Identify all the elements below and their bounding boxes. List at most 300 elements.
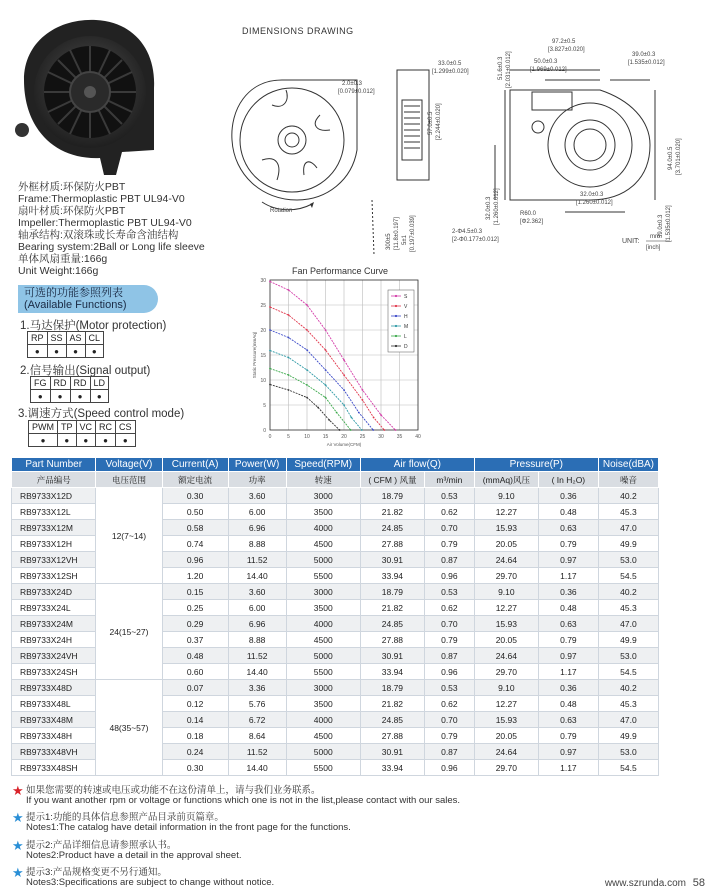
front-dim-d-inch: [11.8±0.197] [394, 217, 400, 250]
table-cell: 20.05 [474, 728, 538, 744]
table-cell: 0.97 [538, 648, 598, 664]
table-cell: 14.40 [228, 664, 286, 680]
dot-icon: ● [85, 345, 104, 358]
table-cell: 40.2 [598, 488, 658, 504]
dot-icon: ● [47, 345, 66, 358]
data-point [288, 374, 290, 376]
table-cell: 47.0 [598, 712, 658, 728]
data-point [269, 281, 271, 283]
motor-protection-title: 1.马达保护(Motor protection) [20, 320, 167, 332]
table-cell: 45.3 [598, 600, 658, 616]
dot-icon: ● [70, 390, 90, 403]
front-view-drawing [222, 40, 482, 265]
data-point [325, 384, 327, 386]
table-cell: 6.72 [228, 712, 286, 728]
functions-header [18, 285, 158, 313]
table-cell: 1.17 [538, 568, 598, 584]
table-cell: 3500 [286, 696, 360, 712]
note-1 [12, 810, 351, 833]
side-dim-h4-inch: [1.535±0.012] [666, 205, 672, 242]
table-cell: 0.74 [162, 536, 228, 552]
table-subheader-row [12, 472, 659, 488]
y-tick-label: 20 [260, 328, 266, 334]
col-header: Speed(RPM) [286, 458, 360, 472]
table-cell: 6.00 [228, 504, 286, 520]
table-cell: RB9733X24D [12, 584, 96, 600]
side-dim-w2: 50.0±0.3 [534, 59, 558, 65]
table-cell: 0.30 [162, 760, 228, 776]
col-header: Part Number [12, 458, 96, 472]
table-cell: 0.79 [538, 632, 598, 648]
option-label: RD [70, 377, 90, 390]
col-header: Current(A) [162, 458, 228, 472]
table-cell: 0.50 [162, 504, 228, 520]
performance-chart [248, 276, 428, 452]
table-cell: 53.0 [598, 552, 658, 568]
data-point [306, 349, 308, 351]
side-dim-h3: 32.0±0.3 [486, 196, 492, 220]
data-point [306, 397, 308, 399]
option-label: RP [28, 332, 48, 345]
x-tick-label: 20 [341, 434, 347, 440]
table-cell: 0.63 [538, 616, 598, 632]
side-dim-b1-inch: [1.260±0.012] [576, 200, 613, 206]
table-cell: RB9733X24VH [12, 648, 96, 664]
data-point [395, 429, 397, 431]
table-cell: 6.96 [228, 520, 286, 536]
table-cell: 0.53 [424, 680, 474, 696]
red-star-icon: ★ [12, 783, 24, 798]
col-header: Noise(dBA) [598, 458, 658, 472]
table-cell: 54.5 [598, 568, 658, 584]
sub-header: 转速 [286, 472, 360, 488]
table-cell: 0.96 [162, 552, 228, 568]
table-cell: RB9733X48M [12, 712, 96, 728]
speed-control-table [28, 420, 136, 447]
data-point [288, 357, 290, 359]
data-point [343, 389, 345, 391]
option-label: RC [96, 421, 116, 434]
table-cell: 20.05 [474, 632, 538, 648]
table-cell: 0.79 [538, 536, 598, 552]
table-cell: 54.5 [598, 760, 658, 776]
table-cell: 53.0 [598, 744, 658, 760]
x-tick-label: 0 [268, 434, 272, 440]
table-cell: 0.24 [162, 744, 228, 760]
blue-star-icon: ★ [12, 810, 24, 825]
table-cell: 40.2 [598, 584, 658, 600]
y-axis-label: Static Pressure(mmAq) [252, 331, 257, 379]
table-cell: 0.87 [424, 552, 474, 568]
table-cell: 3500 [286, 504, 360, 520]
option-label: FG [31, 377, 51, 390]
chart-title: Fan Performance Curve [292, 266, 389, 276]
table-cell: 0.30 [162, 488, 228, 504]
table-cell: RB9733X48H [12, 728, 96, 744]
signal-output-table [30, 376, 109, 403]
data-point [288, 314, 290, 316]
front-dim-b-inch: [1.299±0.020] [432, 69, 469, 75]
data-point [362, 389, 364, 391]
spec-line: Bearing system:2Ball or Long life sleeve [18, 241, 205, 253]
table-cell: RB9733X12VH [12, 552, 96, 568]
dimensions-title: DIMENSIONS DRAWING [242, 26, 354, 36]
col-header: Power(W) [228, 458, 286, 472]
sub-header: 产品编号 [12, 472, 96, 488]
legend-marker [395, 335, 397, 337]
table-cell: 18.79 [360, 488, 424, 504]
table-cell: 0.62 [424, 696, 474, 712]
side-dim-hole-inch: [2-Φ0.177±0.012] [452, 237, 499, 243]
legend-label: M [404, 324, 409, 330]
table-cell: 27.88 [360, 632, 424, 648]
table-cell: 12.27 [474, 600, 538, 616]
table-cell: RB9733X48D [12, 680, 96, 696]
table-cell: 5000 [286, 744, 360, 760]
x-axis-label: Air Volume(CFM) [326, 442, 362, 447]
table-cell: 4000 [286, 712, 360, 728]
table-cell: 0.12 [162, 696, 228, 712]
data-point [343, 404, 345, 406]
x-tick-label: 40 [415, 434, 421, 440]
table-cell: 9.10 [474, 680, 538, 696]
side-dim-h2: 94.0±0.5 [668, 146, 674, 170]
side-dim-h1-inch: [2.031±0.012] [506, 51, 512, 88]
data-point [269, 384, 271, 386]
signal-output-title: 2.信号输出(Signal output) [20, 365, 151, 377]
note-en: Notes3:Specifications are subject to change without notice. [26, 877, 275, 888]
spec-table [11, 457, 659, 776]
side-dim-w3-inch: [1.535±0.012] [628, 60, 665, 66]
data-point [362, 399, 364, 401]
table-cell: 9.10 [474, 584, 538, 600]
table-cell: 0.18 [162, 728, 228, 744]
table-cell: 0.14 [162, 712, 228, 728]
unit-mm: mm [650, 234, 660, 240]
data-point [325, 329, 327, 331]
table-cell: 4500 [286, 632, 360, 648]
side-dim-w3: 39.0±0.3 [632, 52, 656, 58]
table-cell: 0.37 [162, 632, 228, 648]
option-label: VC [76, 421, 96, 434]
data-point [306, 329, 308, 331]
table-header-row [12, 458, 659, 472]
functions-header-en: (Available Functions) [24, 299, 127, 311]
side-dim-h1: 51.6±0.3 [498, 56, 504, 80]
y-tick-label: 30 [260, 278, 266, 284]
table-cell: 0.79 [424, 632, 474, 648]
table-cell: 0.48 [538, 504, 598, 520]
data-point [328, 419, 330, 421]
table-cell: 0.96 [424, 664, 474, 680]
table-cell: 1.20 [162, 568, 228, 584]
data-point [339, 429, 341, 431]
data-point [372, 429, 374, 431]
table-cell: 30.91 [360, 744, 424, 760]
table-cell: 4500 [286, 728, 360, 744]
note-cn: 提示2:产品详细信息请参照承认书。 [26, 840, 177, 851]
sub-header: m³/min [424, 472, 474, 488]
note-cn: 如果您需要的转速或电压或功能不在这份清单上，请与我们业务联系。 [26, 785, 321, 796]
data-point [269, 329, 271, 331]
dot-icon: ● [76, 434, 96, 447]
x-tick-label: 35 [396, 434, 403, 440]
table-cell: RB9733X48VH [12, 744, 96, 760]
table-cell: 47.0 [598, 616, 658, 632]
option-label: SS [47, 332, 66, 345]
table-cell: 0.70 [424, 520, 474, 536]
front-dim-c-inch: [2.244±0.020] [436, 103, 442, 140]
option-label: LD [90, 377, 109, 390]
data-point [383, 429, 385, 431]
table-cell: 0.79 [538, 728, 598, 744]
dot-icon: ● [58, 434, 77, 447]
blue-star-icon: ★ [12, 838, 24, 853]
table-cell: 0.79 [424, 728, 474, 744]
table-cell: 12.27 [474, 504, 538, 520]
legend-marker [395, 345, 397, 347]
table-cell: 0.63 [538, 712, 598, 728]
table-cell: 0.70 [424, 712, 474, 728]
table-cell: 0.63 [538, 520, 598, 536]
data-point [269, 368, 271, 370]
data-point [325, 397, 327, 399]
table-cell: 0.96 [424, 568, 474, 584]
table-cell: 53.0 [598, 648, 658, 664]
table-cell: 49.9 [598, 728, 658, 744]
x-tick-label: 30 [378, 434, 384, 440]
table-cell: 0.48 [162, 648, 228, 664]
table-cell: 24.64 [474, 552, 538, 568]
table-cell: 4000 [286, 616, 360, 632]
table-cell: 15.93 [474, 712, 538, 728]
table-cell: RB9733X24SH [12, 664, 96, 680]
note-cn: 提示1:功能的具体信息参照产品目录前页篇章。 [26, 812, 224, 823]
sub-header: 额定电流 [162, 472, 228, 488]
note-3 [12, 865, 275, 888]
side-dim-w1: 97.2±0.5 [552, 39, 576, 45]
side-dim-b1: 32.0±0.3 [580, 192, 604, 198]
table-cell: 1.17 [538, 664, 598, 680]
note-en: If you want another rpm or voltage or functions which one is not in the list,please contact with our sales. [26, 795, 461, 806]
table-cell: 49.9 [598, 536, 658, 552]
table-cell: RB9733X24H [12, 632, 96, 648]
legend-marker [395, 325, 397, 327]
front-dim-a: 2.0±0.3 [342, 81, 362, 87]
data-point [343, 374, 345, 376]
data-point [288, 389, 290, 391]
note-en: Notes2:Product have a detail in the approval sheet. [26, 850, 242, 861]
table-cell: 15.93 [474, 616, 538, 632]
table-cell: 5000 [286, 648, 360, 664]
dot-icon: ● [90, 390, 109, 403]
table-row [12, 680, 659, 696]
sub-header: ( In H₂O) [538, 472, 598, 488]
sub-header: 功率 [228, 472, 286, 488]
table-cell: 6.96 [228, 616, 286, 632]
table-cell: 0.53 [424, 488, 474, 504]
sub-header: (mmAq)风压 [474, 472, 538, 488]
table-cell: 18.79 [360, 584, 424, 600]
table-cell: 5500 [286, 664, 360, 680]
table-cell: 4500 [286, 536, 360, 552]
x-tick-label: 25 [359, 434, 366, 440]
table-cell: 49.9 [598, 632, 658, 648]
table-cell: 33.94 [360, 760, 424, 776]
front-dim-e-inch: [0.197±0.039] [410, 215, 416, 252]
footer-url[interactable]: www.szrunda.com [604, 878, 686, 889]
table-cell: 3500 [286, 600, 360, 616]
table-cell: 0.48 [538, 696, 598, 712]
dot-icon: ● [28, 345, 48, 358]
data-point [306, 384, 308, 386]
spec-line: Impeller:Thermoplastic PBT UL94-V0 [18, 217, 192, 229]
table-cell: 30.91 [360, 552, 424, 568]
legend-label: D [404, 344, 408, 350]
table-cell: RB9733X12D [12, 488, 96, 504]
table-row [12, 584, 659, 600]
side-dim-w1-inch: [3.827±0.020] [548, 47, 585, 53]
table-cell: RB9733X48L [12, 696, 96, 712]
x-tick-label: 10 [304, 434, 310, 440]
col-header: Air flow(Q) [360, 458, 474, 472]
series-line [270, 307, 384, 430]
spec-line: Unit Weight:166g [18, 265, 99, 277]
table-cell: 0.53 [424, 584, 474, 600]
table-cell: 24.85 [360, 616, 424, 632]
sub-header: ( CFM ) 风量 [360, 472, 424, 488]
table-cell: 0.97 [538, 744, 598, 760]
table-cell: 8.88 [228, 536, 286, 552]
table-cell: 24.64 [474, 744, 538, 760]
data-point [306, 369, 308, 371]
table-cell: 30.91 [360, 648, 424, 664]
table-cell: 45.3 [598, 696, 658, 712]
y-tick-label: 10 [260, 378, 266, 384]
table-cell: 24.64 [474, 648, 538, 664]
table-cell: 3.60 [228, 488, 286, 504]
table-cell: 3000 [286, 488, 360, 504]
data-point [325, 349, 327, 351]
table-cell: 20.05 [474, 536, 538, 552]
option-label: PWM [29, 421, 58, 434]
legend-label: L [404, 334, 407, 340]
table-cell: 5500 [286, 760, 360, 776]
table-cell: 3.36 [228, 680, 286, 696]
data-point [351, 417, 353, 419]
data-point [336, 412, 338, 414]
table-cell: 18.79 [360, 680, 424, 696]
spec-line: Frame:Thermoplastic PBT UL94-V0 [18, 193, 185, 205]
option-label: TP [58, 421, 77, 434]
data-point [306, 304, 308, 306]
note-en: Notes1:The catalog have detail information in the front page for the functions. [26, 822, 351, 833]
table-cell: 0.60 [162, 664, 228, 680]
table-cell: 0.58 [162, 520, 228, 536]
table-cell: RB9733X24M [12, 616, 96, 632]
table-cell: 0.07 [162, 680, 228, 696]
dot-icon: ● [31, 390, 51, 403]
data-point [358, 412, 360, 414]
table-cell: 3000 [286, 584, 360, 600]
note-contact [12, 783, 461, 806]
table-cell: 3.60 [228, 584, 286, 600]
side-dim-h4: 39.0±0.3 [658, 214, 664, 238]
side-dim-w2-inch: [1.969±0.012] [530, 67, 567, 73]
spec-line: 外框材质:环保防火PBT [18, 181, 126, 193]
table-cell: 11.52 [228, 744, 286, 760]
table-cell: 24.85 [360, 712, 424, 728]
table-cell: 5000 [286, 552, 360, 568]
data-point [380, 414, 382, 416]
y-tick-label: 0 [263, 428, 266, 434]
table-cell: RB9733X24L [12, 600, 96, 616]
series-line [270, 385, 340, 431]
voltage-cell: 48(35~57) [96, 680, 162, 776]
table-cell: RB9733X12SH [12, 568, 96, 584]
option-label: AS [66, 332, 85, 345]
option-label: CS [116, 421, 136, 434]
table-cell: 1.17 [538, 760, 598, 776]
side-dim-h3-inch: [1.260±0.012] [494, 188, 500, 225]
data-point [343, 359, 345, 361]
sub-header: 电压范围 [96, 472, 162, 488]
data-point [269, 350, 271, 352]
front-dim-a-inch: [0.079±0.012] [338, 89, 375, 95]
table-cell: 33.94 [360, 568, 424, 584]
legend-label: H [404, 314, 408, 320]
col-header: Voltage(V) [96, 458, 162, 472]
table-cell: 0.97 [538, 552, 598, 568]
table-cell: 14.40 [228, 568, 286, 584]
legend-label: S [404, 294, 408, 300]
data-point [350, 429, 352, 431]
table-cell: 45.3 [598, 504, 658, 520]
table-cell: 0.62 [424, 504, 474, 520]
y-tick-label: 25 [260, 303, 266, 309]
side-dim-h2-inch: [3.701±0.020] [676, 138, 682, 175]
rotation-label: Rotation [270, 208, 293, 214]
note-2 [12, 838, 242, 861]
table-cell: 0.70 [424, 616, 474, 632]
table-cell: RB9733X48SH [12, 760, 96, 776]
table-cell: 0.36 [538, 680, 598, 696]
table-cell: 21.82 [360, 600, 424, 616]
data-point [317, 407, 319, 409]
table-row [12, 488, 659, 504]
dot-icon: ● [29, 434, 58, 447]
table-cell: 8.88 [228, 632, 286, 648]
table-cell: 11.52 [228, 648, 286, 664]
table-cell: 0.15 [162, 584, 228, 600]
table-cell: 0.29 [162, 616, 228, 632]
dot-icon: ● [116, 434, 136, 447]
spec-line: 单体风扇重量:166g [18, 253, 108, 265]
table-cell: 8.64 [228, 728, 286, 744]
voltage-cell: 12(7~14) [96, 488, 162, 584]
motor-protection-table [27, 331, 104, 358]
col-header: Pressure(P) [474, 458, 598, 472]
spec-line: 轴承结构:双滚珠或长寿命含油结构 [18, 229, 179, 241]
dot-icon: ● [96, 434, 116, 447]
table-cell: 21.82 [360, 696, 424, 712]
table-cell: 29.70 [474, 664, 538, 680]
front-dim-e: 5±1 [402, 235, 408, 245]
footer [605, 877, 705, 889]
front-dim-b: 33.0±0.5 [438, 61, 462, 67]
table-cell: 14.40 [228, 760, 286, 776]
data-point [269, 306, 271, 308]
